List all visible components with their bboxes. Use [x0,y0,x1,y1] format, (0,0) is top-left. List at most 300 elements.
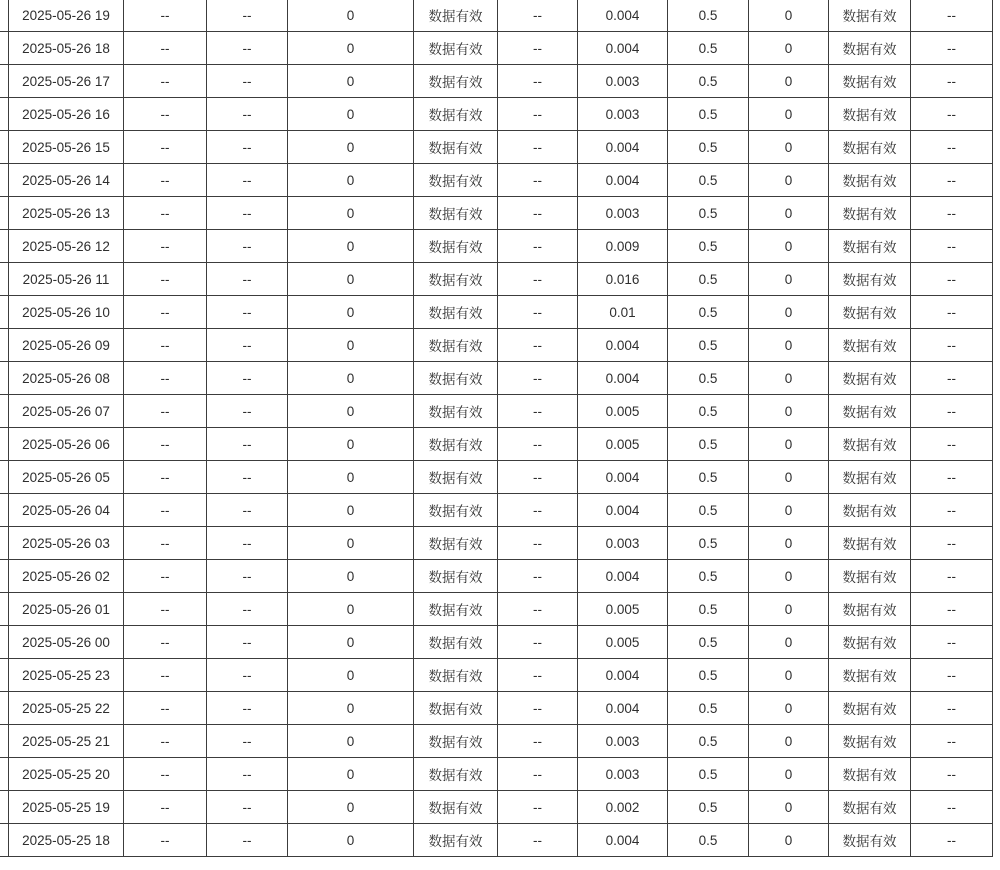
timestamp-cell: 2025-05-26 11 [9,263,124,296]
value-cell: -- [498,725,578,758]
value-cell: 0 [749,626,829,659]
status-cell: 数据有效 [829,428,911,461]
value-cell: -- [207,197,288,230]
status-cell: 数据有效 [414,527,498,560]
status-cell: 数据有效 [829,494,911,527]
status-cell: 数据有效 [414,131,498,164]
value-cell: 0.004 [578,659,668,692]
status-cell: 数据有效 [414,164,498,197]
value-cell: 0 [288,362,414,395]
value-cell: 0 [749,692,829,725]
value-cell: -- [498,230,578,263]
value-cell: 0.004 [578,494,668,527]
value-cell: -- [911,659,993,692]
table-row [0,263,993,296]
value-cell: 0.004 [578,131,668,164]
value-cell: 0 [749,824,829,857]
value-cell: 0 [749,395,829,428]
value-cell: 0 [288,527,414,560]
table-row [0,791,993,824]
timestamp-cell: 2025-05-26 04 [9,494,124,527]
status-cell: 数据有效 [414,461,498,494]
value-cell: 0 [749,560,829,593]
value-cell: 0.003 [578,725,668,758]
status-cell: 数据有效 [829,692,911,725]
timestamp-cell: 2025-05-26 12 [9,230,124,263]
table-row [0,164,993,197]
timestamp-cell: 2025-05-25 22 [9,692,124,725]
value-cell: 0.5 [668,824,749,857]
value-cell: 0.5 [668,560,749,593]
status-cell: 数据有效 [414,230,498,263]
value-cell: 0.5 [668,527,749,560]
value-cell: -- [498,428,578,461]
timestamp-cell: 2025-05-26 10 [9,296,124,329]
value-cell: -- [911,824,993,857]
table-row [0,626,993,659]
value-cell: 0 [288,395,414,428]
value-cell: 0 [288,230,414,263]
status-cell: 数据有效 [829,659,911,692]
table-cell-clipped [0,527,9,560]
value-cell: -- [498,0,578,32]
value-cell: 0.5 [668,659,749,692]
value-cell: 0.5 [668,494,749,527]
table-cell-clipped [0,725,9,758]
status-cell: 数据有效 [829,824,911,857]
value-cell: 0 [749,659,829,692]
value-cell: -- [498,329,578,362]
value-cell: 0.005 [578,395,668,428]
value-cell: -- [498,263,578,296]
value-cell: 0.004 [578,329,668,362]
timestamp-cell: 2025-05-25 23 [9,659,124,692]
table-cell-clipped [0,659,9,692]
value-cell: -- [124,626,207,659]
value-cell: 0.5 [668,395,749,428]
table-cell-clipped [0,461,9,494]
value-cell: -- [124,32,207,65]
value-cell: 0 [288,593,414,626]
value-cell: -- [498,296,578,329]
value-cell: -- [498,659,578,692]
value-cell: 0 [749,461,829,494]
value-cell: -- [911,98,993,131]
value-cell: -- [911,626,993,659]
timestamp-cell: 2025-05-26 07 [9,395,124,428]
value-cell: 0 [749,65,829,98]
table-cell-clipped [0,791,9,824]
value-cell: 0 [749,758,829,791]
table-row [0,428,993,461]
table-cell-clipped [0,164,9,197]
value-cell: 0 [749,428,829,461]
value-cell: -- [207,758,288,791]
status-cell: 数据有效 [829,197,911,230]
value-cell: 0 [749,32,829,65]
value-cell: -- [498,164,578,197]
value-cell: 0.5 [668,758,749,791]
value-cell: -- [498,593,578,626]
table-cell-clipped [0,98,9,131]
value-cell: -- [498,824,578,857]
timestamp-cell: 2025-05-26 06 [9,428,124,461]
value-cell: -- [911,0,993,32]
value-cell: 0.003 [578,197,668,230]
value-cell: -- [498,197,578,230]
table-cell-clipped [0,362,9,395]
status-cell: 数据有效 [414,296,498,329]
value-cell: 0 [749,164,829,197]
value-cell: -- [498,32,578,65]
table-cell-clipped [0,131,9,164]
status-cell: 数据有效 [414,824,498,857]
table-row [0,197,993,230]
value-cell: 0.009 [578,230,668,263]
timestamp-cell: 2025-05-25 18 [9,824,124,857]
value-cell: -- [911,131,993,164]
value-cell: 0.5 [668,461,749,494]
table-row [0,32,993,65]
timestamp-cell: 2025-05-26 09 [9,329,124,362]
value-cell: -- [207,0,288,32]
status-cell: 数据有效 [829,362,911,395]
value-cell: 0.5 [668,0,749,32]
value-cell: -- [207,461,288,494]
value-cell: -- [911,164,993,197]
value-cell: -- [207,65,288,98]
value-cell: -- [124,65,207,98]
value-cell: -- [124,791,207,824]
status-cell: 数据有效 [414,758,498,791]
value-cell: 0.004 [578,824,668,857]
value-cell: 0.5 [668,230,749,263]
timestamp-cell: 2025-05-26 14 [9,164,124,197]
table-row [0,461,993,494]
value-cell: -- [207,131,288,164]
value-cell: -- [498,560,578,593]
status-cell: 数据有效 [414,263,498,296]
table-row [0,230,993,263]
value-cell: -- [207,494,288,527]
value-cell: 0.004 [578,362,668,395]
value-cell: -- [207,527,288,560]
status-cell: 数据有效 [414,329,498,362]
value-cell: -- [911,296,993,329]
value-cell: 0.5 [668,791,749,824]
timestamp-cell: 2025-05-26 08 [9,362,124,395]
timestamp-cell: 2025-05-26 02 [9,560,124,593]
value-cell: -- [207,791,288,824]
value-cell: -- [498,692,578,725]
value-cell: -- [207,98,288,131]
timestamp-cell: 2025-05-26 05 [9,461,124,494]
table-cell-clipped [0,560,9,593]
table-row [0,659,993,692]
value-cell: -- [498,461,578,494]
value-cell: 0.5 [668,725,749,758]
status-cell: 数据有效 [829,0,911,32]
value-cell: 0.5 [668,131,749,164]
table-row [0,65,993,98]
status-cell: 数据有效 [829,560,911,593]
table-row [0,131,993,164]
value-cell: -- [498,758,578,791]
value-cell: 0 [288,197,414,230]
status-cell: 数据有效 [829,725,911,758]
status-cell: 数据有效 [829,131,911,164]
value-cell: -- [124,758,207,791]
value-cell: 0 [749,197,829,230]
status-cell: 数据有效 [414,65,498,98]
value-cell: -- [207,395,288,428]
value-cell: -- [911,263,993,296]
table-row [0,494,993,527]
value-cell: 0 [288,626,414,659]
value-cell: -- [498,791,578,824]
value-cell: -- [911,32,993,65]
value-cell: -- [498,395,578,428]
value-cell: 0 [288,131,414,164]
table-cell-clipped [0,626,9,659]
status-cell: 数据有效 [414,626,498,659]
value-cell: 0 [749,263,829,296]
table-row [0,362,993,395]
value-cell: 0.005 [578,626,668,659]
value-cell: 0.5 [668,263,749,296]
value-cell: 0.5 [668,692,749,725]
value-cell: -- [911,527,993,560]
value-cell: -- [207,428,288,461]
table-row [0,725,993,758]
timestamp-cell: 2025-05-25 20 [9,758,124,791]
status-cell: 数据有效 [414,593,498,626]
status-cell: 数据有效 [829,32,911,65]
value-cell: 0.5 [668,197,749,230]
timestamp-cell: 2025-05-25 19 [9,791,124,824]
status-cell: 数据有效 [829,164,911,197]
status-cell: 数据有效 [414,560,498,593]
value-cell: -- [207,230,288,263]
value-cell: -- [124,230,207,263]
table-row [0,98,993,131]
status-cell: 数据有效 [829,98,911,131]
value-cell: 0.5 [668,65,749,98]
value-cell: -- [207,329,288,362]
value-cell: 0 [288,98,414,131]
value-cell: -- [498,65,578,98]
value-cell: 0 [749,0,829,32]
value-cell: -- [498,98,578,131]
value-cell: -- [124,362,207,395]
value-cell: 0.5 [668,362,749,395]
value-cell: -- [124,329,207,362]
value-cell: 0 [288,0,414,32]
value-cell: 0 [288,428,414,461]
value-cell: 0 [749,791,829,824]
value-cell: 0 [288,164,414,197]
status-cell: 数据有效 [829,626,911,659]
value-cell: 0 [288,692,414,725]
value-cell: 0.002 [578,791,668,824]
timestamp-cell: 2025-05-26 18 [9,32,124,65]
status-cell: 数据有效 [414,494,498,527]
table-row [0,395,993,428]
value-cell: 0.5 [668,296,749,329]
value-cell: -- [124,461,207,494]
table-row [0,593,993,626]
value-cell: 0 [749,230,829,263]
value-cell: -- [911,791,993,824]
value-cell: 0.003 [578,65,668,98]
status-cell: 数据有效 [414,98,498,131]
value-cell: -- [911,461,993,494]
timestamp-cell: 2025-05-26 16 [9,98,124,131]
value-cell: 0 [288,329,414,362]
status-cell: 数据有效 [414,362,498,395]
value-cell: -- [124,824,207,857]
value-cell: -- [911,197,993,230]
value-cell: 0.5 [668,428,749,461]
value-cell: -- [207,692,288,725]
status-cell: 数据有效 [829,593,911,626]
table-cell-clipped [0,329,9,362]
table-cell-clipped [0,0,9,32]
table-row [0,0,993,32]
value-cell: -- [124,98,207,131]
status-cell: 数据有效 [829,263,911,296]
value-cell: -- [124,527,207,560]
table-row [0,824,993,857]
value-cell: 0 [749,362,829,395]
value-cell: 0 [288,32,414,65]
value-cell: -- [124,164,207,197]
timestamp-cell: 2025-05-26 15 [9,131,124,164]
table-cell-clipped [0,32,9,65]
value-cell: -- [498,626,578,659]
value-cell: 0.016 [578,263,668,296]
value-cell: -- [911,494,993,527]
value-cell: 0.004 [578,164,668,197]
value-cell: -- [207,659,288,692]
value-cell: -- [207,824,288,857]
value-cell: 0.004 [578,32,668,65]
value-cell: 0 [288,65,414,98]
table-cell-clipped [0,65,9,98]
value-cell: 0.005 [578,428,668,461]
value-cell: 0 [288,824,414,857]
value-cell: 0.5 [668,626,749,659]
value-cell: -- [124,494,207,527]
value-cell: -- [911,692,993,725]
value-cell: 0.003 [578,98,668,131]
value-cell: 0 [288,461,414,494]
status-cell: 数据有效 [829,230,911,263]
value-cell: 0 [288,659,414,692]
value-cell: -- [911,230,993,263]
table-cell-clipped [0,197,9,230]
table-cell-clipped [0,428,9,461]
timestamp-cell: 2025-05-26 19 [9,0,124,32]
value-cell: -- [911,428,993,461]
value-cell: -- [124,395,207,428]
value-cell: -- [207,560,288,593]
value-cell: 0 [749,494,829,527]
value-cell: -- [498,362,578,395]
value-cell: 0.004 [578,560,668,593]
value-cell: -- [124,692,207,725]
value-cell: 0 [288,494,414,527]
value-cell: -- [124,197,207,230]
value-cell: -- [124,263,207,296]
table-cell-clipped [0,395,9,428]
value-cell: -- [911,329,993,362]
table-cell-clipped [0,263,9,296]
value-cell: 0.003 [578,758,668,791]
table-cell-clipped [0,230,9,263]
table-row [0,527,993,560]
value-cell: -- [911,725,993,758]
value-cell: 0 [288,296,414,329]
timestamp-cell: 2025-05-26 17 [9,65,124,98]
value-cell: -- [207,362,288,395]
value-cell: -- [124,725,207,758]
value-cell: -- [124,296,207,329]
table-cell-clipped [0,593,9,626]
value-cell: 0.5 [668,593,749,626]
table-row [0,296,993,329]
status-cell: 数据有效 [414,659,498,692]
value-cell: -- [124,0,207,32]
value-cell: 0 [749,98,829,131]
status-cell: 数据有效 [829,296,911,329]
timestamp-cell: 2025-05-26 00 [9,626,124,659]
table-row [0,329,993,362]
value-cell: 0.5 [668,329,749,362]
value-cell: 0.005 [578,593,668,626]
timestamp-cell: 2025-05-25 21 [9,725,124,758]
status-cell: 数据有效 [829,527,911,560]
status-cell: 数据有效 [829,329,911,362]
value-cell: 0 [749,527,829,560]
value-cell: -- [207,593,288,626]
value-cell: 0 [288,263,414,296]
value-cell: 0.5 [668,164,749,197]
status-cell: 数据有效 [414,0,498,32]
value-cell: -- [911,593,993,626]
value-cell: -- [911,395,993,428]
value-cell: -- [498,527,578,560]
value-cell: -- [911,758,993,791]
table-row [0,758,993,791]
status-cell: 数据有效 [414,791,498,824]
value-cell: 0.004 [578,461,668,494]
value-cell: 0.004 [578,692,668,725]
value-cell: -- [207,296,288,329]
value-cell: 0 [288,791,414,824]
value-cell: -- [207,725,288,758]
table-cell-clipped [0,758,9,791]
table-row [0,560,993,593]
value-cell: -- [911,362,993,395]
value-cell: 0.003 [578,527,668,560]
value-cell: -- [207,164,288,197]
value-cell: -- [498,494,578,527]
status-cell: 数据有效 [829,791,911,824]
status-cell: 数据有效 [414,692,498,725]
value-cell: -- [207,32,288,65]
value-cell: 0 [749,296,829,329]
